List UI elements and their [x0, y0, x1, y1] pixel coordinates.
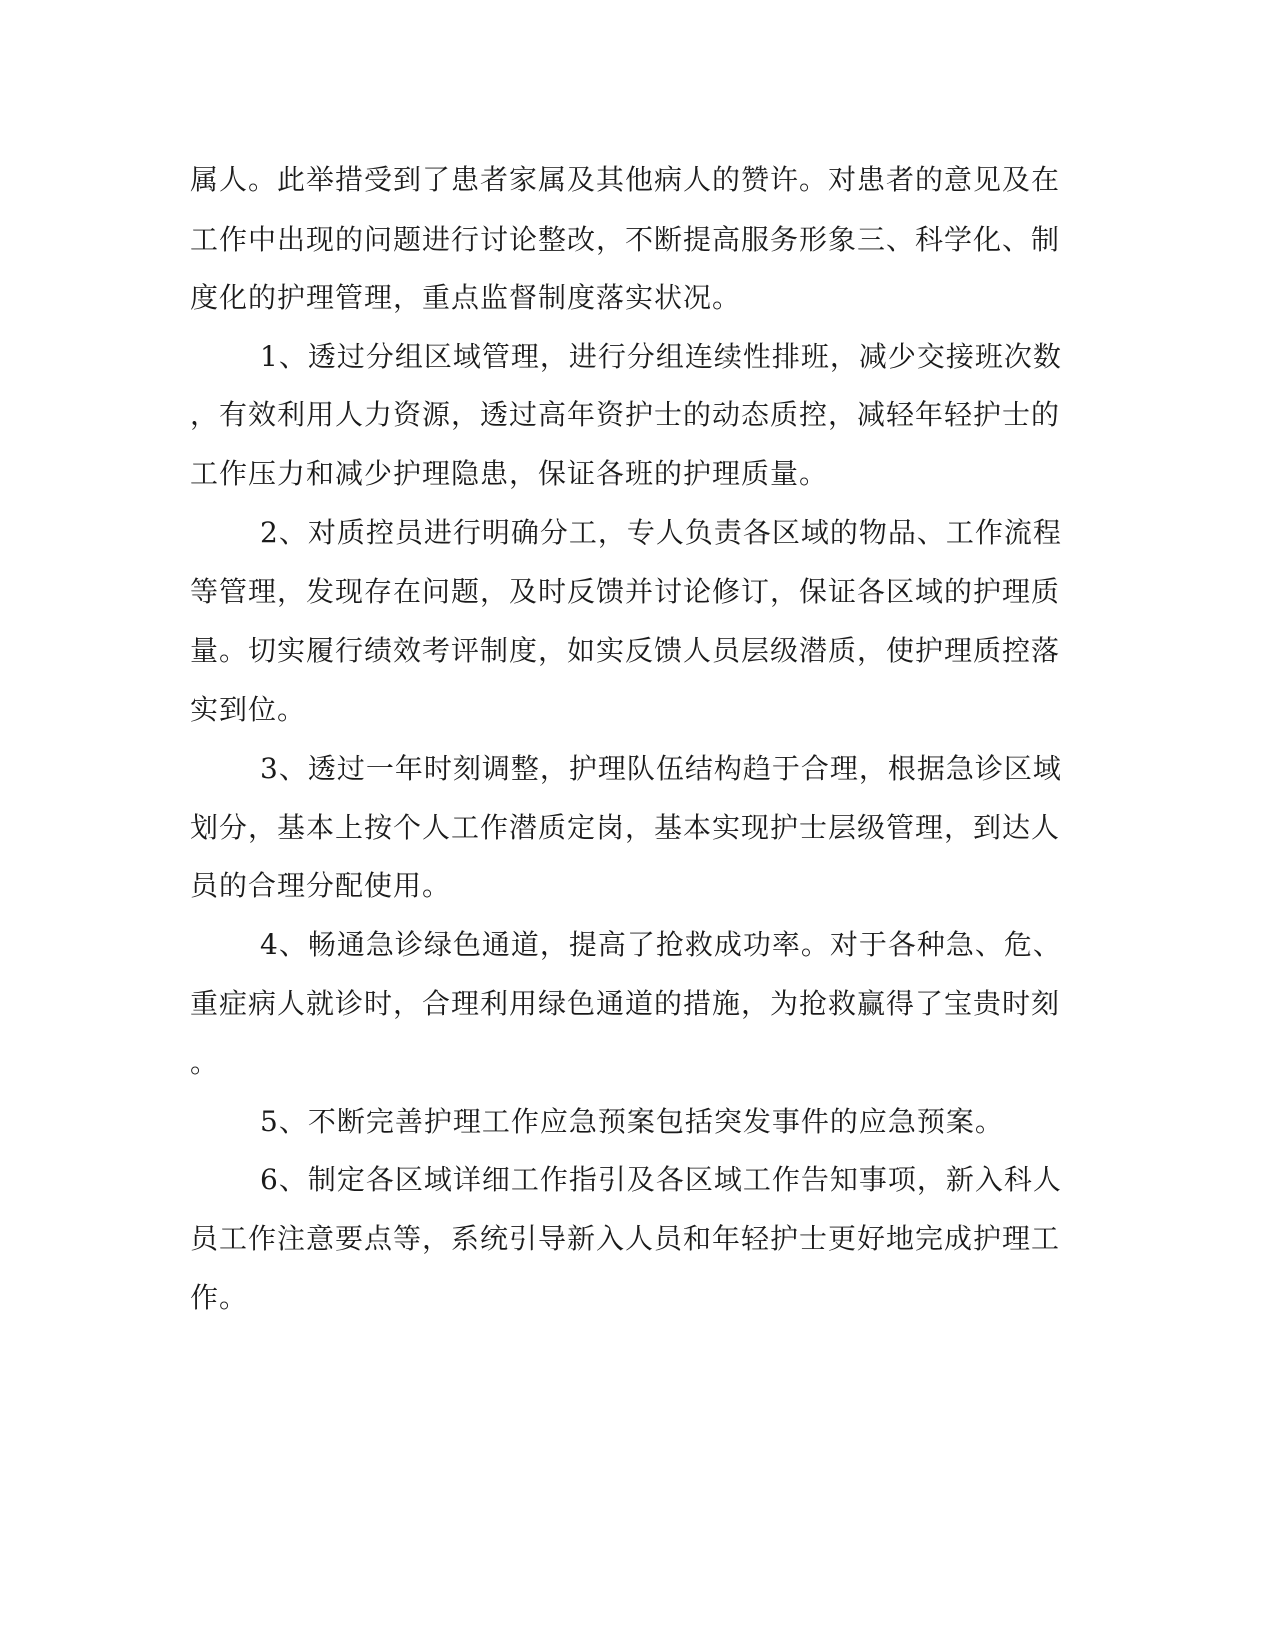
- text-line: 。: [190, 1046, 220, 1079]
- paragraph-2-start: 2、对质控员进行明确分工，专人负责各区域的物品、工作流程: [260, 516, 1062, 549]
- text-line: ，有效利用人力资源，透过高年资护士的动态质控，减轻年轻护士的: [190, 398, 1061, 431]
- text-line: 度化的护理管理，重点监督制度落实状况。: [190, 281, 742, 314]
- text-line: 属人。此举措受到了患者家属及其他病人的赞许。对患者的意见及在: [190, 163, 1061, 196]
- paragraph-4-start: 4、畅通急诊绿色通道，提高了抢救成功率。对于各种急、危、: [260, 928, 1062, 961]
- paragraph-5: 5、不断完善护理工作应急预案包括突发事件的应急预案。: [260, 1105, 1004, 1138]
- text-line: 重症病人就诊时，合理利用绿色通道的措施，为抢救赢得了宝贵时刻: [190, 987, 1061, 1020]
- text-line: 工作中出现的问题进行讨论整改，不断提高服务形象三、科学化、制: [190, 223, 1061, 256]
- text-line: 作。: [190, 1281, 249, 1314]
- paragraph-1-start: 1、透过分组区域管理，进行分组连续性排班，减少交接班次数: [260, 340, 1062, 373]
- text-line: 等管理，发现存在问题，及时反馈并讨论修订，保证各区域的护理质: [190, 575, 1061, 608]
- paragraph-6-start: 6、制定各区域详细工作指引及各区域工作告知事项，新入科人: [260, 1163, 1062, 1196]
- text-line: 实到位。: [190, 693, 307, 726]
- text-line: 工作压力和减少护理隐患，保证各班的护理质量。: [190, 457, 829, 490]
- text-line: 员工作注意要点等，系统引导新入人员和年轻护士更好地完成护理工: [190, 1222, 1061, 1255]
- text-line: 员的合理分配使用。: [190, 869, 452, 902]
- text-line: 划分，基本上按个人工作潜质定岗，基本实现护士层级管理，到达人: [190, 811, 1061, 844]
- paragraph-3-start: 3、透过一年时刻调整，护理队伍结构趋于合理，根据急诊区域: [260, 752, 1062, 785]
- text-line: 量。切实履行绩效考评制度，如实反馈人员层级潜质，使护理质控落: [190, 634, 1061, 667]
